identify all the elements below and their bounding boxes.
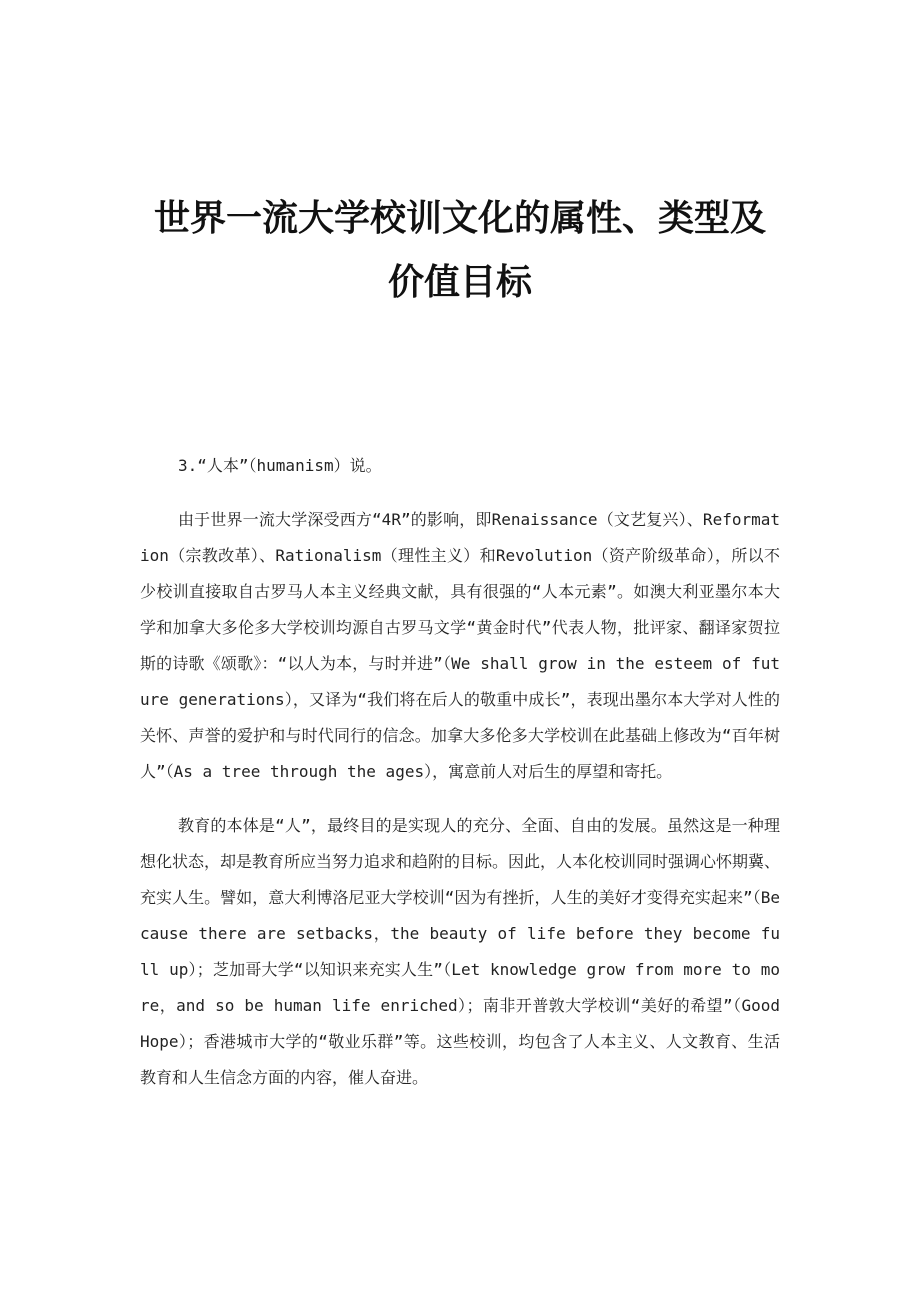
section-heading: 3.“人本”（humanism）说。 <box>178 456 382 475</box>
document-body <box>140 448 780 1114</box>
title-line-2: 价值目标 <box>387 261 532 303</box>
paragraph-2: 教育的本体是“人”，最终目的是实现人的充分、全面、自由的发展。虽然这是一种理想化状态，却是教育所应当努力追求和趋附的目标。因此，人本化校训同时强调心怀期冀、充实人生。譬如，意大利博洛尼亚大学校训“因为有挫折，人生的美好才变得充实起来”（Because there are setbacks，the beauty of life before they become full up）；芝加哥大学“以知识来充实人生”（Let knowledge grow from more to more，and so be human life enriched）；南非开普敦大学校训“美好的希望”（Good Hope）；香港城市大学的“敬业乐群”等。这些校训，均包含了人本主义、人文教育、生活教育和人生信念方面的内容，催人奋进。 <box>140 816 781 1087</box>
paragraph-1: 由于世界一流大学深受西方“4R”的影响，即Renaissance（文艺复兴）、Reformation（宗教改革）、Rationalism（理性主义）和Revolution（资产阶级革命），所以不少校训直接取自古罗马人本主义经典文献，具有很强的“人本元素”。如澳大利亚墨尔本大学和加拿大多伦多大学校训均源自古罗马文学“黄金时代”代表人物，批评家、翻译家贺拉斯的诗歌《颂歌》：“以人为本，与时并进”（We shall grow in the esteem of future generations），又译为“我们将在后人的敬重中成长”，表现出墨尔本大学对人性的关怀、声誉的爱护和与时代同行的信念。加拿大多伦多大学校训在此基础上修改为“百年树人”（As a tree through the ages），寓意前人对后生的厚望和寄托。 <box>140 510 780 781</box>
document-title <box>100 186 820 314</box>
title-line-1: 世界一流大学校训文化的属性、类型及 <box>153 197 766 239</box>
